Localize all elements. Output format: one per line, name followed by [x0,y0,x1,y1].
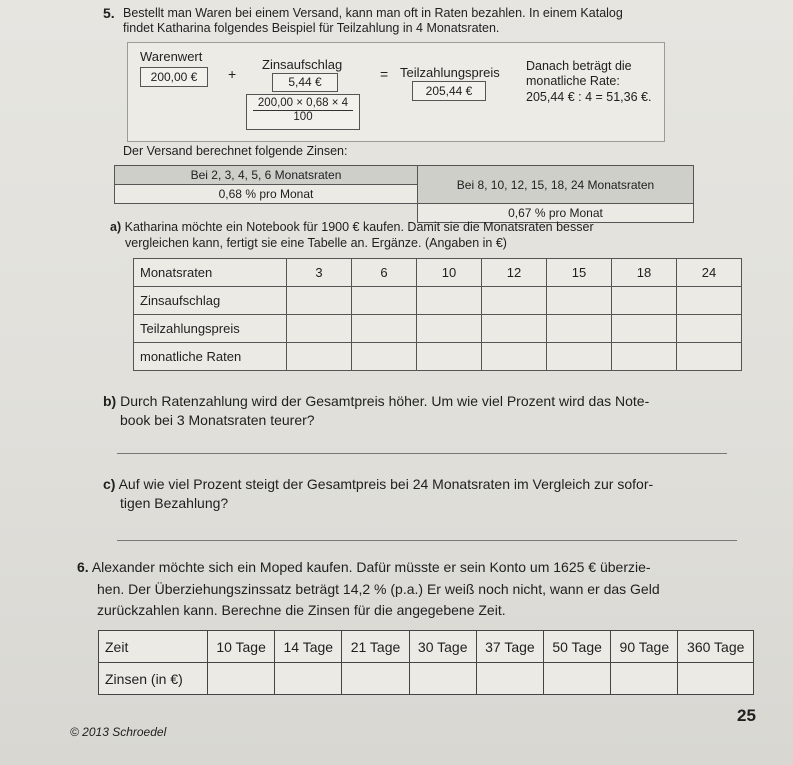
raten-col-header: 24 [677,259,742,287]
zins-formula [246,94,360,130]
task-5-intro-line1: Bestellt man Waren bei einem Versand, kann man oft in Raten bezahlen. In einem Katalog [123,6,623,20]
raten-col-header: 3 [287,259,352,287]
rate-calculation: 205,44 € : 4 = 51,36 €. [526,90,652,104]
answer-cell[interactable] [612,315,677,343]
task-6-text1: Alexander möchte sich ein Moped kaufen. Dafür müsste er sein Konto um 1625 € überzie- [91,559,651,575]
answer-cell[interactable] [678,663,754,695]
rate-text-line2: monatliche Rate: [526,74,620,88]
raten-col-header: 18 [612,259,677,287]
zinsen-value-right: 0,67 % pro Monat [418,204,694,223]
answer-cell[interactable] [677,315,742,343]
part-a-text1: Katharina möchte ein Notebook für 1900 € kaufen. Damit sie die Monatsraten besser [124,220,594,234]
zeit-col-header: 360 Tage [678,631,754,663]
task-6-line3: zurückzahlen kann. Berechne die Zinsen für die angegebene Zeit. [97,602,506,618]
task-5-intro-line2: findet Katharina folgendes Beispiel für Teilzahlung in 4 Monatsraten. [123,21,500,35]
raten-col-header: 15 [547,259,612,287]
table-row [134,343,742,371]
page-number: 25 [737,706,756,725]
answer-line-c[interactable] [117,540,737,541]
formula-numerator: 200,00 × 0,68 × 4 [253,97,353,111]
table-row [134,287,742,315]
answer-cell[interactable] [417,343,482,371]
zeit-row-label: Zeit [99,631,208,663]
raten-row-label: monatliche Raten [134,343,287,371]
warenwert-value: 200,00 € [140,67,208,87]
raten-col-header: 12 [482,259,547,287]
answer-cell[interactable] [544,663,611,695]
raten-col-header: 10 [417,259,482,287]
answer-cell[interactable] [208,663,275,695]
answer-cell[interactable] [417,315,482,343]
part-c-line2: tigen Bezahlung? [120,495,229,511]
part-c-line1 [103,475,733,494]
part-a-line2: vergleichen kann, fertigt sie eine Tabelle an. Ergänze. (Angaben in €) [125,236,507,250]
zeit-col-header: 21 Tage [342,631,409,663]
zeit-col-header: 50 Tage [544,631,611,663]
answer-cell[interactable] [417,287,482,315]
answer-cell[interactable] [342,663,409,695]
answer-cell[interactable] [476,663,543,695]
part-c-letter: c) [103,476,116,492]
task-6-line2: hen. Der Überziehungszinssatz beträgt 14,2 % (p.a.) Er weiß noch nicht, wann er das Geld [97,581,660,597]
formula-denominator: 100 [293,111,313,123]
part-c-text1: Auf wie viel Prozent steigt der Gesamtpreis bei 24 Monatsraten im Vergleich zur sofor- [118,476,654,492]
zeit-row-label: Zinsen (in €) [99,663,208,695]
copyright: © 2013 Schroedel [70,725,167,739]
table-row [134,315,742,343]
answer-cell[interactable] [547,343,612,371]
answer-cell[interactable] [352,343,417,371]
zinsen-intro: Der Versand berechnet folgende Zinsen: [123,144,348,158]
task-6-number: 6. [77,559,89,575]
answer-cell[interactable] [287,315,352,343]
task-6-line1 [77,558,777,577]
raten-row-label: Teilzahlungspreis [134,315,287,343]
part-a-letter: a) [110,220,122,234]
answer-cell[interactable] [275,663,342,695]
part-b-letter: b) [103,393,117,409]
answer-cell[interactable] [352,315,417,343]
table-row [99,631,754,663]
raten-col-header: 6 [352,259,417,287]
part-b-line2: book bei 3 Monatsraten teurer? [120,412,315,428]
answer-cell[interactable] [482,287,547,315]
teilzahlungspreis-label: Teilzahlungspreis [400,65,500,80]
rate-text-line1: Danach beträgt die [526,59,632,73]
warenwert-label: Warenwert [140,49,203,64]
zinsen-header-right: Bei 8, 10, 12, 15, 18, 24 Monatsraten [418,166,694,204]
task-5-number: 5. [103,5,115,21]
raten-row-label: Zinsaufschlag [134,287,287,315]
zinsen-value-left: 0,68 % pro Monat [115,185,418,204]
answer-cell[interactable] [547,315,612,343]
zeit-col-header: 14 Tage [275,631,342,663]
raten-table [133,258,742,371]
example-box [127,42,665,142]
answer-line-b[interactable] [117,453,727,454]
equals-sign: = [380,66,389,82]
answer-cell[interactable] [547,287,612,315]
raten-row-label: Monatsraten [134,259,287,287]
answer-cell[interactable] [482,343,547,371]
zinsen-header-left: Bei 2, 3, 4, 5, 6 Monatsraten [115,166,418,185]
answer-cell[interactable] [612,287,677,315]
part-a-line1 [110,219,690,235]
part-b-text1: Durch Ratenzahlung wird der Gesamtpreis höher. Um wie viel Prozent wird das Note- [120,393,650,409]
zeit-col-header: 37 Tage [476,631,543,663]
teilzahlungspreis-value: 205,44 € [412,81,486,101]
zeit-table [98,630,754,695]
part-b-line1 [103,392,723,411]
answer-cell[interactable] [482,315,547,343]
zinsaufschlag-label: Zinsaufschlag [262,57,343,72]
answer-cell[interactable] [409,663,476,695]
zeit-col-header: 30 Tage [409,631,476,663]
answer-cell[interactable] [287,343,352,371]
answer-cell[interactable] [612,343,677,371]
answer-cell[interactable] [352,287,417,315]
zeit-col-header: 90 Tage [611,631,678,663]
zinsaufschlag-value: 5,44 € [272,73,338,92]
zeit-col-header: 10 Tage [208,631,275,663]
answer-cell[interactable] [677,287,742,315]
answer-cell[interactable] [611,663,678,695]
table-row [99,663,754,695]
answer-cell[interactable] [677,343,742,371]
zinsen-table [114,165,694,223]
answer-cell[interactable] [287,287,352,315]
plus-sign: + [228,66,237,82]
table-row [134,259,742,287]
